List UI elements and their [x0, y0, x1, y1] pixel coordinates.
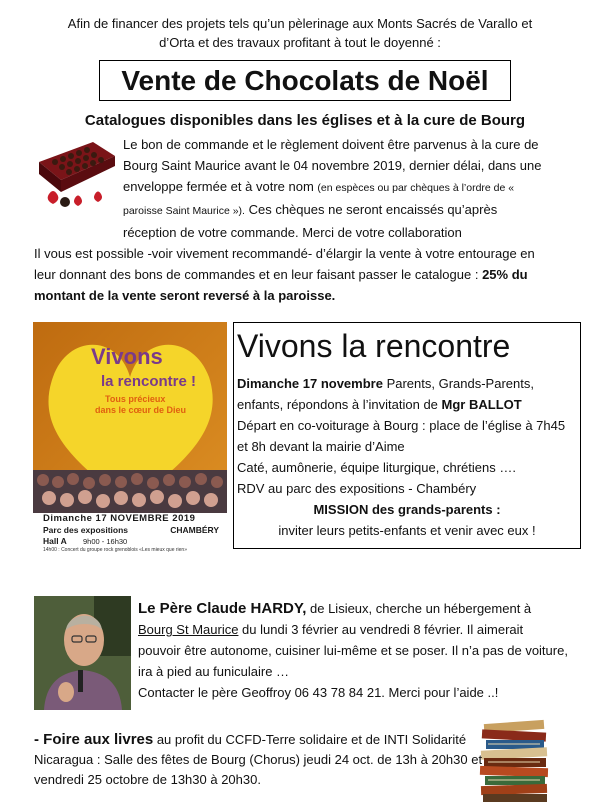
vivons-title: Vivons la rencontre [237, 328, 511, 364]
poster-vivons-text: Vivons [91, 344, 163, 369]
intro-line-1: Afin de financer des projets tels qu’un pèlerinage aux Monts Sacrés de Varallo et [67, 16, 533, 31]
order-info [34, 134, 554, 306]
vivons-departure: Départ en co-voiturage à Bourg : place de l’église à 7h45 et 8h devant la mairie d’Aime [237, 418, 566, 454]
poster-city: CHAMBÉRY [170, 525, 219, 535]
vivons-groups: Caté, aumônerie, équipe liturgique, chrétiens …. [237, 460, 516, 475]
poster-hours: 9h00 - 16h30 [83, 537, 128, 546]
catalogue-subtitle: Catalogues disponibles dans les églises et à la cure de Bourg [84, 112, 526, 129]
vivons-mission: MISSION des grands-parents : [313, 502, 501, 517]
poster-tagline-1: Tous précieux [105, 394, 166, 404]
poster-heart-graphic [33, 322, 227, 513]
poster-venue: Parc des expositions [43, 525, 129, 535]
poster-tagline-2: dans le cœur de Dieu [95, 405, 187, 415]
parish-share: 25% du montant de la vente seront reversé à la paroisse. [34, 267, 528, 303]
poster-hall: Hall A [43, 536, 67, 546]
hardy-notice [138, 598, 568, 703]
vivons-invitation: Dimanche 17 novembre Parents, Grands-Parents, enfants, répondons à l’invitation de Mgr BALLOT [237, 376, 534, 412]
hardy-paragraph: Le Père Claude HARDY, de Lisieux, cherche un hébergement à Bourg St Maurice du lundi 3 février au vendredi 8 février. Il aimerait pouvoir être autonome, cuisiner lui-même et se poser. Il n’a pas de voiture, ira à pied au funiculaire … [138, 600, 568, 679]
resale-paragraph: Il vous est possible -voir vivement recommandé- d’élargir la vente à votre entourage en leur donnant des bons de commandes et en leur faisant passer le catalogue : 25% du montant de la vente seront reversé à la paroisse. [34, 246, 535, 303]
vivons-rdv: RDV au parc des expositions - Chambéry [237, 481, 477, 496]
poster-rencontre-text: la rencontre ! [101, 373, 197, 390]
poster-concert: 14h00 : Concert du groupe rock grenoblois «Les mieux que rien» [43, 547, 187, 553]
event-poster-image [33, 322, 227, 513]
poster-info [33, 513, 227, 553]
payment-note: (en espèces ou par chèques à l’ordre de « paroisse Saint Maurice »). [123, 182, 515, 217]
vivons-body [237, 373, 577, 541]
book-fair-paragraph: - Foire aux livres au profit du CCFD-Terre solidaire et de INTI Solidarité Nicaragua : Salle des fêtes de Bourg (Chorus) jeudi 24 oct. de 13h à 20h30 et vendredi 25 octobre de 13h30 à 20h30. [34, 731, 483, 787]
bourg-link[interactable]: Bourg St Maurice [138, 622, 239, 637]
bishop-name: Mgr BALLOT [441, 397, 522, 412]
vivons-mission-text: inviter leurs petits-enfants et venir avec eux ! [278, 523, 536, 538]
poster-date: Dimanche 17 NOVEMBRE 2019 [43, 513, 196, 524]
intro-line-2: d’Orta et des travaux profitant à tout le doyenné : [159, 35, 441, 50]
order-paragraph: Le bon de commande et le règlement doivent être parvenus à la cure de Bourg Saint Maurice avant le 04 novembre 2019, dernier délai, dans une enveloppe fermée et à votre nom (en espèces ou par chèques à l’ordre de « paroisse Saint Maurice »). Ces chèques ne seront encaissés qu’après réception de votre commande. Merci de votre collaboration [123, 137, 542, 240]
priest-photo [34, 596, 131, 710]
book-fair-title: - Foire aux livres [34, 731, 154, 748]
intro-text [20, 14, 580, 52]
book-fair-notice [34, 730, 484, 790]
books-stack-image [478, 718, 556, 803]
page-title: Vente de Chocolats de Noël [99, 60, 511, 101]
priest-name: Le Père Claude HARDY, [138, 600, 307, 617]
hardy-contact: Contacter le père Geoffroy 06 43 78 84 21. Merci pour l’aide ..! [138, 685, 499, 700]
